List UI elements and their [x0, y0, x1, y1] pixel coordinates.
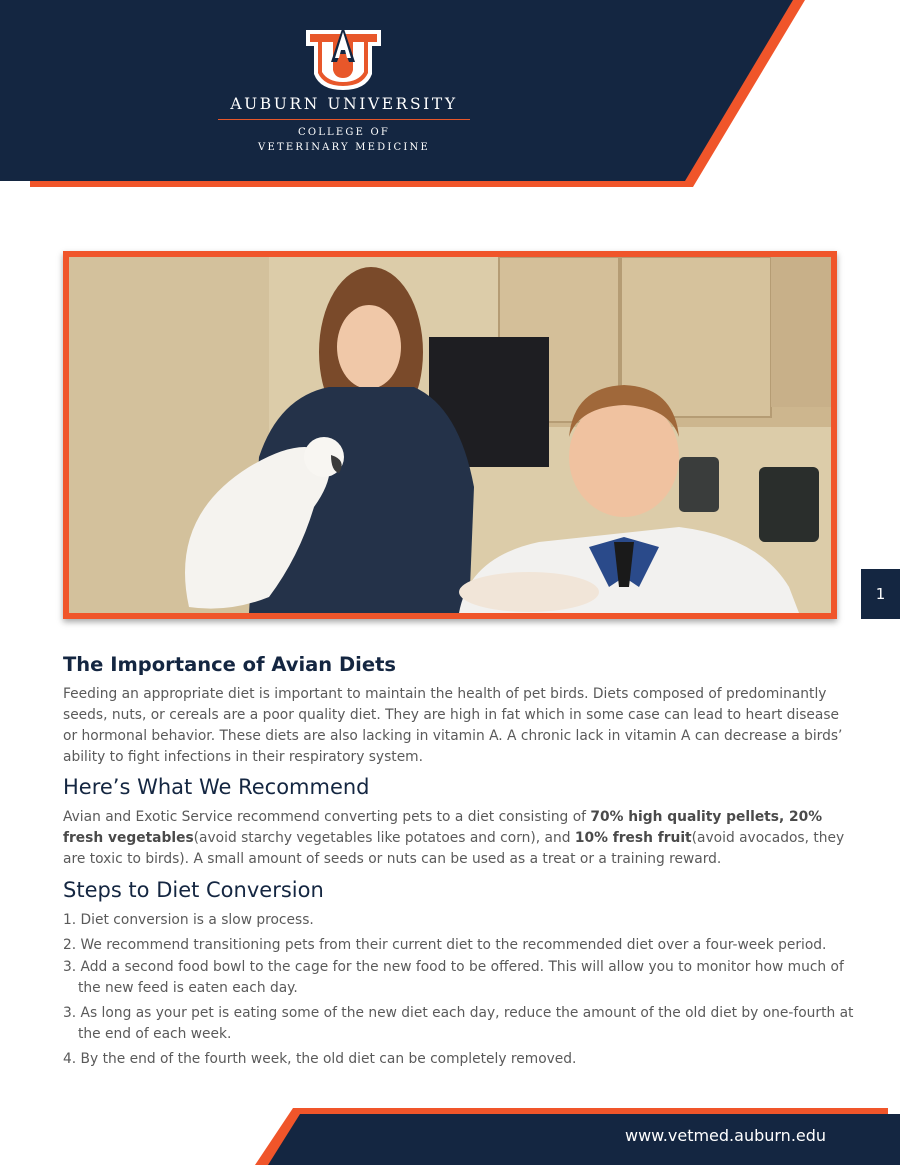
- list-item: 3. As long as your pet is eating some of the new diet each day, reduce the amount of the old diet by one-fourth at the end of each week.: [63, 1005, 854, 1042]
- paragraph-recommend: [63, 807, 853, 870]
- list-item: 3. Add a second food bowl to the cage for the new food to be offered. This will allow you to monitor how much of the new feed is eaten each day.: [63, 959, 844, 996]
- heading-steps: Steps to Diet Conversion: [63, 878, 324, 902]
- heading-recommend: Here’s What We Recommend: [63, 775, 370, 799]
- list-item: 1. Diet conversion is a slow process.: [63, 912, 314, 928]
- recommend-bold-1: 70% high quality pellets, 20% fresh vegetables: [63, 809, 823, 846]
- list-item: 2. We recommend transitioning pets from their current diet to the recommended diet over a four-week period.: [63, 937, 827, 953]
- college-name-line2: VETERINARY MEDICINE: [258, 142, 430, 153]
- recommend-text-3: (avoid avocados, they are toxic to birds). A small amount of seeds or nuts can be used as a treat or a training reward.: [63, 830, 845, 867]
- list-item: 4. By the end of the fourth week, the old diet can be completely removed.: [63, 1051, 577, 1067]
- university-name: AUBURN UNIVERSITY: [230, 95, 458, 113]
- recommend-bold-2: 10% fresh fruit: [574, 830, 692, 846]
- college-name-line1: COLLEGE OF: [297, 127, 391, 138]
- footer-url-link[interactable]: www.vetmed.auburn.edu: [625, 1126, 827, 1145]
- page-number: 1: [861, 569, 900, 619]
- paragraph-importance: Feeding an appropriate diet is important to maintain the health of pet birds. Diets composed of predominantly seeds, nuts, or cereals are a poor quality diet. They are high in fat which in some case can lead to heart disease or hormonal behavior. These diets are also lacking in vitamin A. A chronic lack in vitamin A can decrease a birds’ ability to fight infections in their respiratory system.: [63, 686, 843, 765]
- photo-vets-with-cockatoo: [69, 257, 831, 613]
- recommend-text-1: Avian and Exotic Service recommend converting pets to a diet consisting of: [63, 809, 591, 825]
- recommend-text-2: (avoid starchy vegetables like potatoes and corn), and: [193, 830, 575, 846]
- logo-divider: [218, 119, 470, 120]
- heading-importance: The Importance of Avian Diets: [63, 653, 396, 676]
- photo-frame: [63, 251, 837, 619]
